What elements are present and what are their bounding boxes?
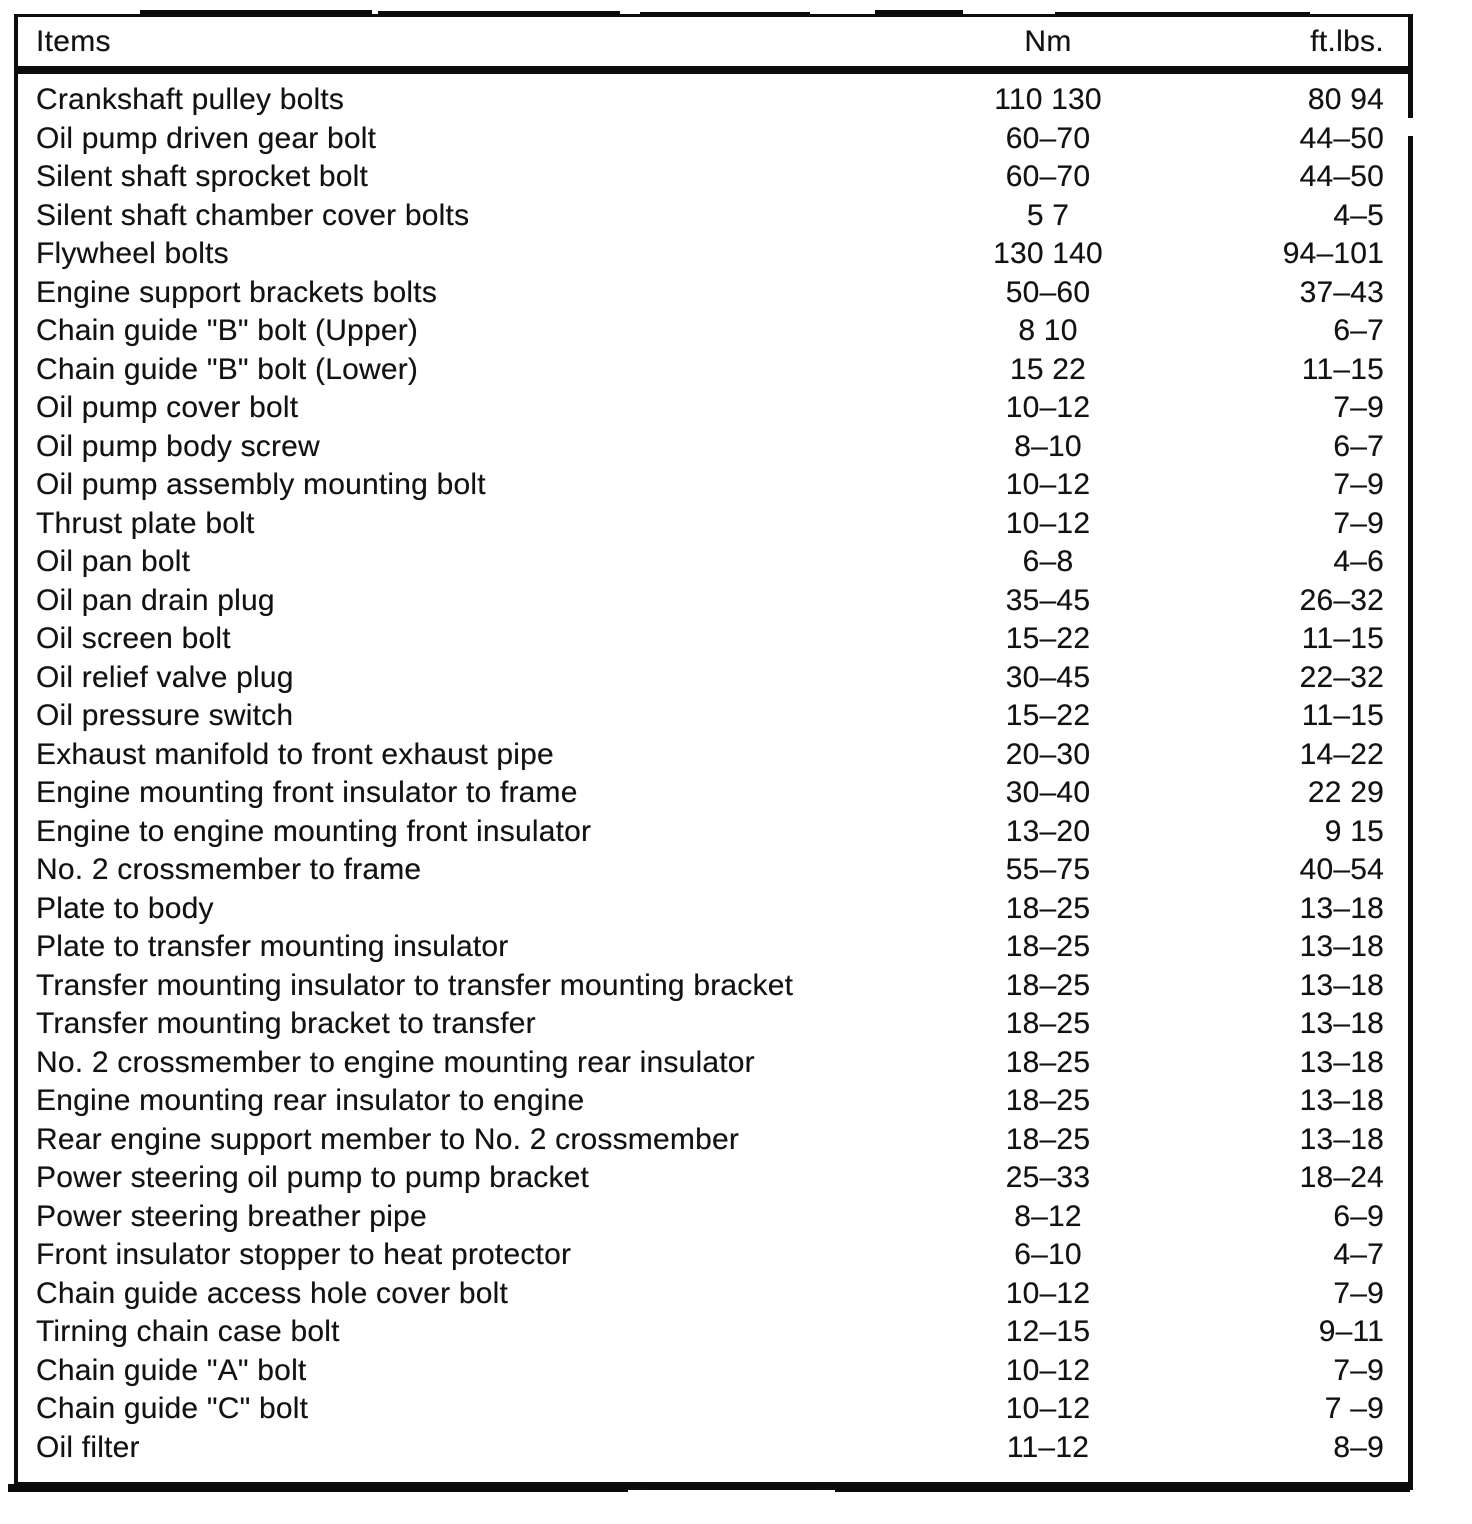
item-cell: Front insulator stopper to heat protector: [36, 1238, 572, 1272]
ftlbs-cell: 13–18: [1299, 1045, 1384, 1079]
table-row: [18, 158, 1408, 197]
nm-cell: 18–25: [1005, 968, 1091, 1002]
item-cell: Oil pan bolt: [36, 545, 191, 579]
ftlbs-cell: 11–15: [1301, 352, 1384, 386]
nm-cell: 35–45: [1005, 583, 1091, 617]
ftlbs-cell: 13–18: [1299, 891, 1384, 925]
table-row: [18, 774, 1408, 813]
nm-cell: 15 22: [1009, 352, 1087, 386]
ftlbs-cell: 80 94: [1307, 83, 1384, 117]
ftlbs-cell: 7–9: [1333, 1353, 1384, 1387]
table-row: [18, 466, 1408, 505]
ftlbs-cell: 7–9: [1333, 506, 1384, 540]
table-row: [18, 928, 1408, 967]
table-row: [18, 389, 1408, 428]
item-cell: Transfer mounting bracket to transfer: [36, 1007, 536, 1041]
ftlbs-cell: 22 29: [1307, 776, 1384, 810]
table-row: [18, 1005, 1408, 1044]
nm-cell: 12–15: [1005, 1315, 1091, 1349]
item-cell: No. 2 crossmember to engine mounting rear insulator: [36, 1045, 755, 1079]
nm-cell: 10–12: [1005, 1353, 1091, 1387]
table-row: [18, 351, 1408, 390]
ftlbs-cell: 26–32: [1299, 583, 1384, 617]
nm-cell: 5 7: [1026, 198, 1070, 232]
item-cell: Crankshaft pulley bolts: [36, 83, 345, 117]
item-cell: Chain guide access hole cover bolt: [36, 1276, 509, 1310]
nm-cell: 18–25: [1005, 1007, 1091, 1041]
nm-cell: 60–70: [1005, 160, 1091, 194]
item-cell: Thrust plate bolt: [36, 506, 255, 540]
table-row: [18, 1352, 1408, 1391]
item-cell: Engine mounting front insulator to frame: [36, 776, 578, 810]
ftlbs-cell: 9–11: [1318, 1315, 1384, 1349]
nm-cell: 8–10: [1014, 429, 1082, 463]
nm-cell: 18–25: [1005, 891, 1091, 925]
nm-cell: 10–12: [1005, 391, 1091, 425]
nm-cell: 25–33: [1005, 1161, 1091, 1195]
item-cell: Chain guide "C" bolt: [36, 1392, 309, 1426]
table-row: [18, 967, 1408, 1006]
item-cell: Plate to body: [36, 891, 214, 925]
ftlbs-cell: 22–32: [1299, 660, 1384, 694]
table-row: [18, 1313, 1408, 1352]
item-cell: Oil pump cover bolt: [36, 391, 299, 425]
item-cell: Exhaust manifold to front exhaust pipe: [36, 737, 554, 771]
table-row: [18, 197, 1408, 236]
nm-cell: 18–25: [1005, 1122, 1091, 1156]
table-body: [18, 74, 1408, 1467]
ftlbs-cell: 44–50: [1299, 160, 1384, 194]
ftlbs-cell: 37–43: [1299, 275, 1384, 309]
scan-smudge-bottom: [835, 1483, 1410, 1492]
nm-cell: 130 140: [993, 237, 1103, 271]
table-row: [18, 813, 1408, 852]
item-cell: Chain guide "B" bolt (Lower): [36, 352, 419, 386]
scan-smudge-bottom: [650, 1486, 818, 1490]
ftlbs-cell: 7–9: [1333, 1276, 1384, 1310]
table-row: [18, 659, 1408, 698]
item-cell: Oil pump assembly mounting bolt: [36, 468, 486, 502]
table-row: [18, 851, 1408, 890]
ftlbs-cell: 7 –9: [1324, 1392, 1384, 1426]
table-row: [18, 620, 1408, 659]
ftlbs-cell: 18–24: [1299, 1161, 1384, 1195]
item-cell: Oil pump body screw: [36, 429, 320, 463]
ftlbs-cell: 13–18: [1299, 1122, 1384, 1156]
table-row: [18, 890, 1408, 929]
nm-cell: 10–12: [1005, 506, 1091, 540]
table-row: [18, 274, 1408, 313]
nm-cell: 6–10: [1014, 1238, 1082, 1272]
item-cell: Transfer mounting insulator to transfer mounting bracket: [36, 968, 794, 1002]
nm-cell: 6–8: [1022, 545, 1074, 579]
ftlbs-cell: 44–50: [1299, 121, 1384, 155]
ftlbs-cell: 40–54: [1299, 853, 1384, 887]
table-row: [18, 1044, 1408, 1083]
ftlbs-cell: 13–18: [1299, 930, 1384, 964]
ftlbs-cell: 11–15: [1301, 699, 1384, 733]
nm-cell: 30–40: [1005, 776, 1091, 810]
table-row: [18, 120, 1408, 159]
item-cell: Power steering oil pump to pump bracket: [36, 1161, 590, 1195]
table-row: [18, 505, 1408, 544]
table-row: [18, 543, 1408, 582]
ftlbs-cell: 94–101: [1282, 237, 1384, 271]
item-cell: Oil screen bolt: [36, 622, 231, 656]
nm-cell: 15–22: [1005, 622, 1091, 656]
nm-cell: 110 130: [994, 83, 1102, 117]
ftlbs-cell: 4–5: [1333, 198, 1384, 232]
item-cell: Oil pressure switch: [36, 699, 294, 733]
ftlbs-cell: 13–18: [1299, 1084, 1384, 1118]
nm-cell: 30–45: [1005, 660, 1091, 694]
ftlbs-cell: 4–7: [1333, 1238, 1384, 1272]
item-cell: Tirning chain case bolt: [36, 1315, 340, 1349]
ftlbs-cell: 11–15: [1301, 622, 1384, 656]
ftlbs-cell: 13–18: [1299, 1007, 1384, 1041]
nm-cell: 20–30: [1005, 737, 1091, 771]
item-cell: Engine mounting rear insulator to engine: [36, 1084, 585, 1118]
ftlbs-cell: 6–9: [1333, 1199, 1384, 1233]
nm-cell: 10–12: [1005, 1392, 1091, 1426]
ftlbs-cell: 7–9: [1333, 468, 1384, 502]
ftlbs-cell: 9 15: [1324, 814, 1384, 848]
header-ftlbs: ft.lbs.: [1310, 24, 1384, 58]
item-cell: Engine support brackets bolts: [36, 275, 438, 309]
table-row: [18, 1121, 1408, 1160]
table-header-row: [18, 17, 1408, 66]
nm-cell: 55–75: [1005, 853, 1091, 887]
nm-cell: 60–70: [1005, 121, 1091, 155]
item-cell: Silent shaft chamber cover bolts: [36, 198, 470, 232]
nm-cell: 18–25: [1005, 930, 1091, 964]
item-cell: No. 2 crossmember to frame: [36, 853, 422, 887]
header-nm: Nm: [1024, 24, 1072, 58]
ftlbs-cell: 8–9: [1333, 1430, 1384, 1464]
table-row: [18, 736, 1408, 775]
item-cell: Oil pump driven gear bolt: [36, 121, 377, 155]
nm-cell: 8 10: [1018, 314, 1078, 348]
item-cell: Rear engine support member to No. 2 crossmember: [36, 1122, 740, 1156]
nm-cell: 10–12: [1005, 1276, 1091, 1310]
torque-spec-table: [14, 14, 1413, 1490]
table-row: [18, 1198, 1408, 1237]
table-row: [18, 1429, 1408, 1468]
table-row: [18, 428, 1408, 467]
table-row: [18, 1236, 1408, 1275]
item-cell: Silent shaft sprocket bolt: [36, 160, 369, 194]
nm-cell: 15–22: [1005, 699, 1091, 733]
table-row: [18, 1275, 1408, 1314]
scan-border-gap: [1407, 118, 1415, 136]
ftlbs-cell: 13–18: [1299, 968, 1384, 1002]
table-row: [18, 1390, 1408, 1429]
scan-smudge-bottom: [8, 1484, 628, 1492]
nm-cell: 10–12: [1005, 468, 1091, 502]
nm-cell: 50–60: [1005, 275, 1091, 309]
item-cell: Chain guide "B" bolt (Upper): [36, 314, 419, 348]
item-cell: Plate to transfer mounting insulator: [36, 930, 509, 964]
ftlbs-cell: 7–9: [1333, 391, 1384, 425]
table-row: [18, 582, 1408, 621]
table-row: [18, 81, 1408, 120]
nm-cell: 8–12: [1014, 1199, 1082, 1233]
ftlbs-cell: 6–7: [1333, 429, 1384, 463]
nm-cell: 18–25: [1005, 1084, 1091, 1118]
table-row: [18, 1082, 1408, 1121]
header-separator-rule: [18, 66, 1408, 74]
ftlbs-cell: 14–22: [1299, 737, 1384, 771]
table-row: [18, 1159, 1408, 1198]
table-row: [18, 235, 1408, 274]
nm-cell: 18–25: [1005, 1045, 1091, 1079]
item-cell: Chain guide "A" bolt: [36, 1353, 307, 1387]
nm-cell: 11–12: [1006, 1430, 1090, 1464]
nm-cell: 13–20: [1005, 814, 1091, 848]
table-row: [18, 697, 1408, 736]
item-cell: Power steering breather pipe: [36, 1199, 427, 1233]
header-items: Items: [36, 24, 111, 58]
table-row: [18, 312, 1408, 351]
item-cell: Engine to engine mounting front insulator: [36, 814, 592, 848]
item-cell: Oil filter: [36, 1430, 140, 1464]
ftlbs-cell: 6–7: [1333, 314, 1384, 348]
ftlbs-cell: 4–6: [1333, 545, 1384, 579]
item-cell: Oil relief valve plug: [36, 660, 294, 694]
item-cell: Oil pan drain plug: [36, 583, 275, 617]
item-cell: Flywheel bolts: [36, 237, 229, 271]
